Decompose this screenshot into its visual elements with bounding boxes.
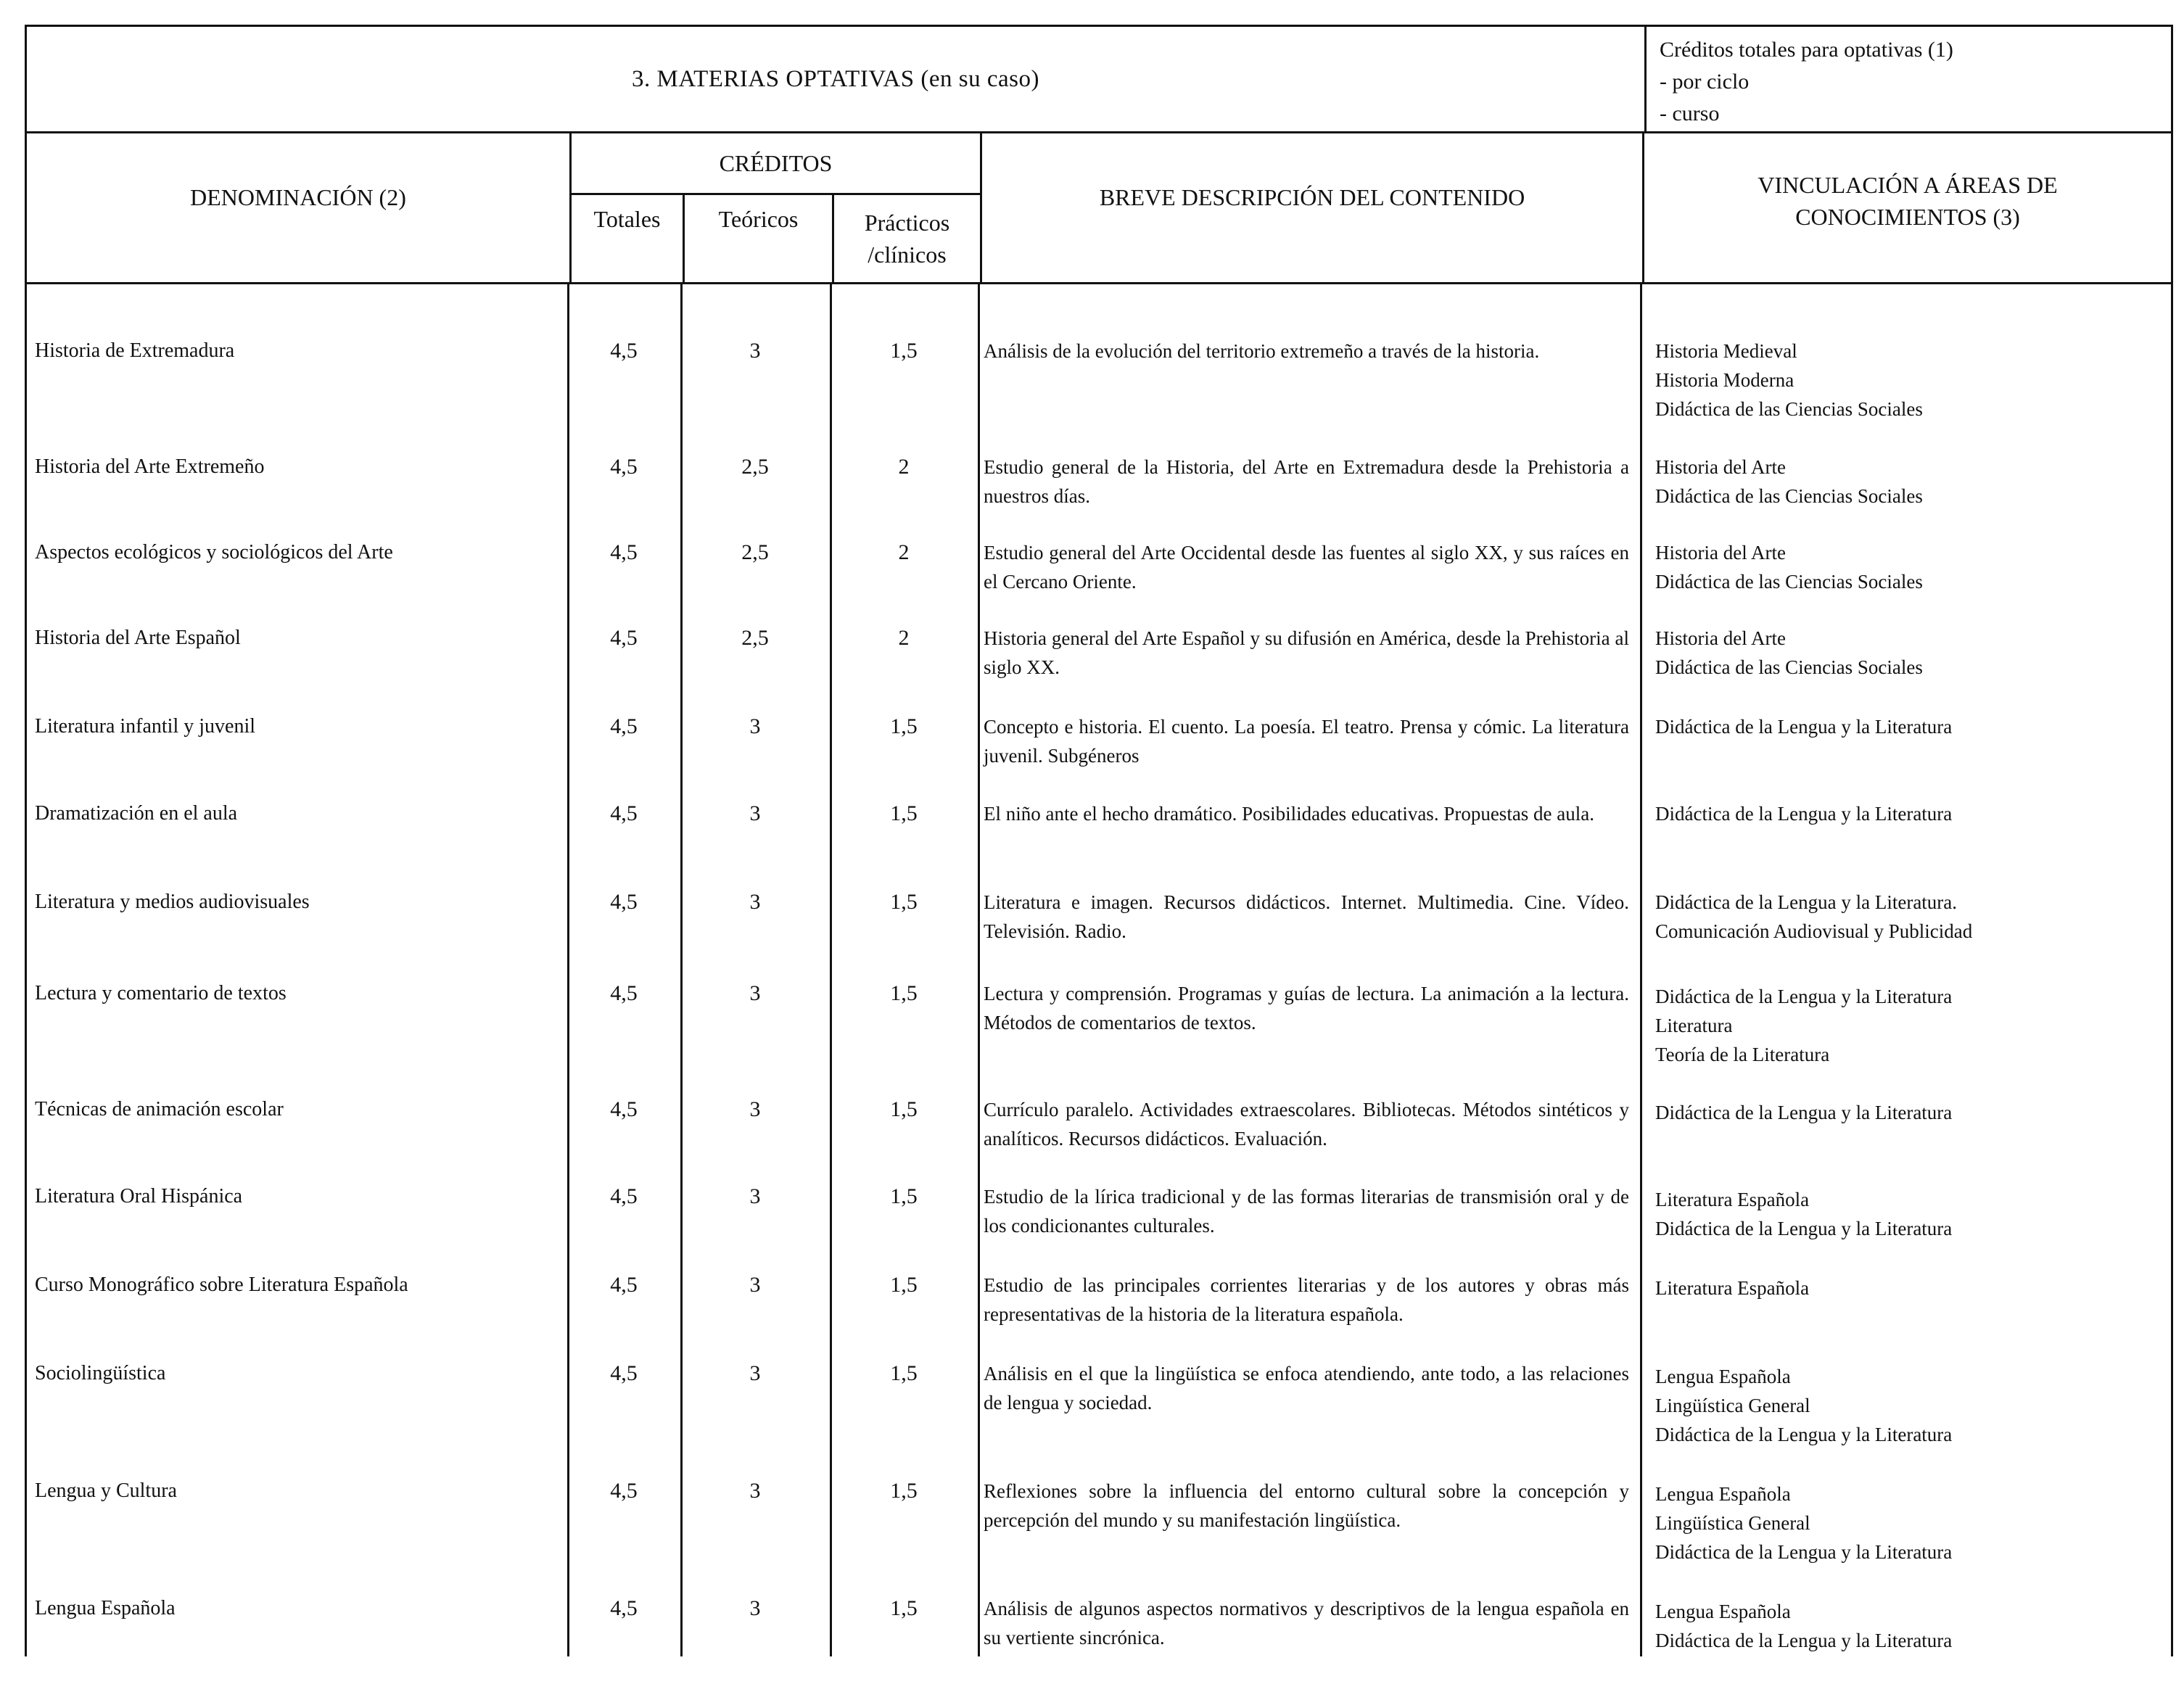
knowledge-areas [1655,1274,2163,1303]
credits-practicos: 1,5 [890,1273,918,1297]
practicos-label: Prácticos [864,210,950,236]
knowledge-area: Didáctica de la Lengua y la Literatura [1655,986,1953,1007]
knowledge-area: Didáctica de la Lengua y la Literatura [1655,1541,1953,1563]
column-header-teoricos: Teóricos [718,206,799,232]
subject-description: Reflexiones sobre la influencia del entorno cultural sobre la concepción y percepción del mundo y su manifestación lingüística. [984,1480,1629,1531]
credits-teoricos: 3 [749,1479,761,1503]
knowledge-area: Literatura Española [1655,1277,1810,1299]
credits-practicos: 1,5 [890,801,918,825]
document-page [25,25,2173,1656]
knowledge-area: Didáctica de las Ciencias Sociales [1655,398,1923,420]
knowledge-area: Didáctica de la Lengua y la Literatura [1655,1218,1953,1239]
section-header [25,25,2173,133]
credits-teoricos: 3 [749,339,761,363]
knowledge-area: Didáctica de la Lengua y la Literatura [1655,716,1953,738]
knowledge-area: Didáctica de las Ciencias Sociales [1655,571,1923,593]
subject-name: Curso Monográfico sobre Literatura Española [35,1274,408,1296]
knowledge-area: Didáctica de la Lengua y la Literatura [1655,1102,1953,1123]
credits-totales: 4,5 [610,801,638,825]
column-header-denominacion: DENOMINACIÓN (2) [190,183,406,210]
subject-name: Dramatización en el aula [35,802,238,825]
knowledge-area: Lingüística General [1655,1512,1810,1534]
vinculacion-label-line1: VINCULACIÓN A ÁREAS DE [1757,171,2058,198]
knowledge-area: Historia del Arte [1655,456,1786,478]
subject-description: Estudio de las principales corrientes literarias y de los autores y obras más representativas de la historia de la literatura española. [984,1274,1629,1325]
knowledge-area: Lengua Española [1655,1483,1791,1505]
subjects-table-body [25,284,2173,1656]
credits-teoricos: 3 [749,981,761,1005]
credits-practicos: 1,5 [890,714,918,738]
column-header-descripcion: BREVE DESCRIPCIÓN DEL CONTENIDO [1099,183,1525,210]
credits-practicos: 1,5 [890,1097,918,1121]
subject-name: Sociolingüística [35,1362,166,1384]
knowledge-area: Historia del Arte [1655,627,1786,649]
credits-totales: 4,5 [610,1596,638,1620]
credits-practicos: 2 [898,455,910,479]
subject-name: Literatura Oral Hispánica [35,1185,243,1208]
knowledge-areas [1655,888,2163,946]
knowledge-area: Literatura [1655,1015,1733,1036]
credits-totales: 4,5 [610,540,638,564]
knowledge-area: Historia del Arte [1655,542,1786,564]
optativas-credits-box [1644,27,2171,131]
subject-description: Estudio general del Arte Occidental desde las fuentes al siglo XX, y sus raíces en el Cercano Oriente. [984,542,1629,593]
knowledge-areas [1655,337,2163,424]
credits-totales: 4,5 [610,1184,638,1208]
section-title: 3. MATERIAS OPTATIVAS (en su caso) [632,65,1039,92]
credits-totales: 4,5 [610,339,638,363]
subject-description: Concepto e historia. El cuento. La poesía. El teatro. Prensa y cómic. La literatura juvenil. Subgéneros [984,716,1629,767]
knowledge-area: Lingüística General [1655,1395,1810,1416]
knowledge-area: Literatura Española [1655,1189,1810,1210]
credits-totales: 4,5 [610,626,638,650]
credits-practicos: 2 [898,540,910,564]
subject-description: Análisis en el que la lingüística se enfoca atendiendo, ante todo, a las relaciones de lengua y sociedad. [984,1363,1629,1413]
knowledge-area: Teoría de la Literatura [1655,1044,1830,1065]
credits-teoricos: 3 [749,714,761,738]
credits-teoricos: 3 [749,801,761,825]
subject-description: Análisis de algunos aspectos normativos y descriptivos de la lengua española en su vertiente sincrónica. [984,1598,1629,1648]
subject-name: Literatura y medios audiovisuales [35,891,310,913]
subject-description: Análisis de la evolución del territorio extremeño a través de la historia. [984,340,1540,362]
subject-name: Historia del Arte Extremeño [35,455,265,478]
credits-box-line: - por ciclo [1660,70,1750,94]
knowledge-areas [1655,624,2163,682]
knowledge-areas [1655,1362,2163,1449]
credits-teoricos: 3 [749,1097,761,1121]
credits-totales: 4,5 [610,1361,638,1385]
credits-practicos: 1,5 [890,1361,918,1385]
credits-totales: 4,5 [610,890,638,914]
subject-name: Historia del Arte Español [35,627,241,649]
credits-teoricos: 2,5 [741,626,769,650]
credits-box-line: Créditos totales para optativas (1) [1660,38,1953,62]
subject-description: Currículo paralelo. Actividades extraescolares. Bibliotecas. Métodos sintéticos y analíticos. Recursos didácticos. Evaluación. [984,1099,1629,1150]
column-header-totales: Totales [593,206,661,232]
knowledge-areas [1655,982,2163,1069]
knowledge-areas [1655,1479,2163,1567]
credits-totales: 4,5 [610,1097,638,1121]
knowledge-areas [1655,538,2163,596]
knowledge-area: Comunicación Audiovisual y Publicidad [1655,920,1973,942]
credits-practicos: 1,5 [890,1479,918,1503]
subject-name: Aspectos ecológicos y sociológicos del Arte [35,541,393,564]
knowledge-area: Didáctica de las Ciencias Sociales [1655,485,1923,507]
knowledge-area: Lengua Española [1655,1601,1791,1622]
credits-teoricos: 3 [749,1361,761,1385]
credits-teoricos: 3 [749,1596,761,1620]
knowledge-area: Didáctica de la Lengua y la Literatura. [1655,891,1958,913]
knowledge-areas [1655,799,2163,828]
subject-description: Estudio general de la Historia, del Arte en Extremadura desde la Prehistoria a nuestros días. [984,456,1629,507]
subject-description: Estudio de la lírica tradicional y de las formas literarias de transmisión oral y de los condicionantes culturales. [984,1186,1629,1237]
subject-name: Lectura y comentario de textos [35,982,287,1004]
credits-practicos: 1,5 [890,1596,918,1620]
credits-teoricos: 2,5 [741,455,769,479]
knowledge-area: Didáctica de la Lengua y la Literatura [1655,803,1953,825]
subject-name: Literatura infantil y juvenil [35,715,256,738]
knowledge-areas [1655,1597,2163,1655]
credits-practicos: 1,5 [890,981,918,1005]
credits-totales: 4,5 [610,981,638,1005]
knowledge-area: Didáctica de la Lengua y la Literatura [1655,1630,1953,1651]
knowledge-area: Lengua Española [1655,1366,1791,1387]
credits-totales: 4,5 [610,714,638,738]
credits-box-line: - curso [1660,102,1720,125]
credits-totales: 4,5 [610,1479,638,1503]
credits-practicos: 1,5 [890,890,918,914]
knowledge-area: Historia Moderna [1655,369,1794,391]
knowledge-areas [1655,1185,2163,1243]
credits-practicos: 1,5 [890,339,918,363]
credits-totales: 4,5 [610,1273,638,1297]
subject-name: Historia de Extremadura [35,339,235,362]
column-header-row [25,133,2173,284]
credits-practicos: 1,5 [890,1184,918,1208]
knowledge-area: Didáctica de las Ciencias Sociales [1655,656,1923,678]
knowledge-areas [1655,712,2163,741]
credits-teoricos: 3 [749,890,761,914]
knowledge-areas [1655,453,2163,511]
subject-name: Lengua y Cultura [35,1479,177,1502]
knowledge-area: Didáctica de la Lengua y la Literatura [1655,1424,1953,1445]
subject-description: Lectura y comprensión. Programas y guías de lectura. La animación a la lectura. Métodos de comentarios de textos. [984,983,1629,1033]
credits-totales: 4,5 [610,455,638,479]
credits-teoricos: 2,5 [741,540,769,564]
column-header-vinculacion [1644,133,2171,282]
subject-name: Técnicas de animación escolar [35,1098,284,1120]
knowledge-area: Historia Medieval [1655,340,1797,362]
credits-teoricos: 3 [749,1273,761,1297]
column-header-practicos [834,195,980,282]
vinculacion-label-line2: CONOCIMIENTOS (3) [1795,203,2020,230]
subject-name: Lengua Española [35,1597,176,1619]
subject-description: Historia general del Arte Español y su difusión en América, desde la Prehistoria al siglo XX. [984,627,1629,678]
knowledge-areas [1655,1098,2163,1127]
subject-description: Literatura e imagen. Recursos didácticos. Internet. Multimedia. Cine. Vídeo. Televisión. Radio. [984,891,1629,942]
column-header-creditos: CRÉDITOS [719,150,833,176]
subject-description: El niño ante el hecho dramático. Posibilidades educativas. Propuestas de aula. [984,803,1595,825]
credits-practicos: 2 [898,626,910,650]
credits-teoricos: 3 [749,1184,761,1208]
clinicos-label: /clínicos [868,242,947,268]
